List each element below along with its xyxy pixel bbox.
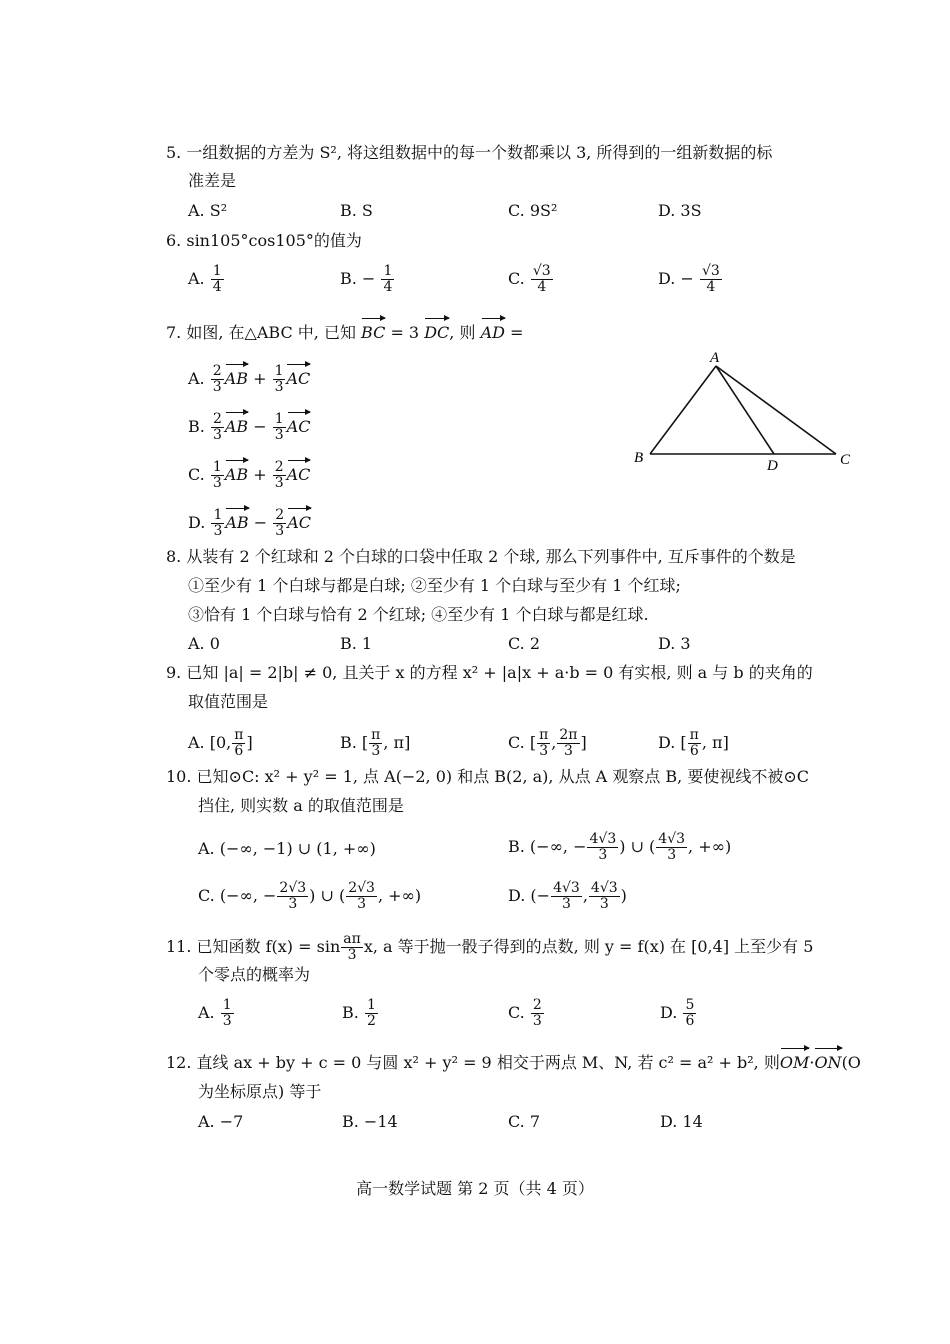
option-text: , π]	[383, 733, 411, 752]
option-text: D. (−	[508, 886, 551, 905]
vector-dc: DC	[424, 323, 450, 342]
q11-stem-part: 11. 已知函数 f(x) = sin	[166, 937, 341, 956]
q8-option-d: D. 3	[658, 634, 691, 653]
vector-ab: AB	[225, 513, 249, 532]
numerator: 2	[212, 411, 222, 427]
numerator: π	[689, 727, 699, 743]
q7-option-d	[188, 508, 311, 539]
q9-stem-line1: 9. 已知 |a| = 2|b| ≠ 0, 且关于 x 的方程 x² + |a|x + a·b = 0 有实根, 则 a 与 b 的夹角的	[166, 663, 813, 682]
denominator: 3	[274, 379, 284, 395]
side-ab	[650, 366, 716, 454]
q6-stem: 6. sin105°cos105°的值为	[166, 231, 362, 250]
option-text: B. (−∞, −	[508, 837, 587, 856]
denominator: 3	[212, 427, 222, 443]
denominator: 2	[366, 1013, 376, 1029]
denominator: 3	[213, 523, 223, 539]
option-label: B.	[188, 417, 205, 436]
denominator: 3	[288, 896, 298, 912]
denominator: 4	[706, 279, 716, 295]
side-ac	[716, 366, 836, 454]
denominator: 3	[563, 743, 573, 759]
q5-option-a: A. S²	[188, 201, 228, 220]
option-text: ]	[580, 733, 587, 752]
q8-option-b: B. 1	[340, 634, 373, 653]
denominator: 3	[222, 1013, 232, 1029]
denominator: 3	[371, 743, 381, 759]
vector-ad: AD	[480, 323, 505, 342]
option-label: B.	[342, 1003, 359, 1022]
q8-stem-line1: 8. 从装有 2 个红球和 2 个白球的口袋中任取 2 个球, 那么下列事件中, 互斥事件的个数是	[166, 547, 796, 566]
q6-option-d	[658, 264, 723, 295]
numerator: 1	[212, 263, 222, 279]
option-text: , π]	[701, 733, 729, 752]
option-text: ]	[246, 733, 253, 752]
q9-option-d	[658, 728, 729, 759]
numerator: 2	[532, 997, 542, 1013]
q5-option-b: B. S	[340, 201, 373, 220]
vertex-label-a: A	[710, 350, 720, 366]
segment-ad	[716, 366, 774, 454]
numerator: 1	[222, 997, 232, 1013]
q5-stem-line2: 准差是	[188, 171, 237, 190]
q6-a-label: A.	[188, 269, 205, 288]
vertex-label-b: B	[634, 450, 644, 466]
fraction	[211, 364, 224, 395]
page-footer: 高一数学试题 第 2 页（共 4 页）	[356, 1179, 594, 1198]
vector-om: OM	[779, 1053, 810, 1072]
numerator: aπ	[343, 931, 361, 947]
option-text: C. [	[508, 733, 537, 752]
vertex-label-c: C	[840, 452, 851, 468]
fraction	[551, 881, 582, 912]
numerator: 2	[212, 363, 222, 379]
vector-ab: AB	[224, 465, 249, 484]
operator: −	[253, 513, 268, 532]
fraction	[341, 932, 363, 963]
vector-ac: AC	[287, 513, 311, 532]
fraction	[365, 998, 378, 1029]
denominator: 3	[667, 847, 677, 863]
denominator: 6	[685, 1013, 695, 1029]
q9-option-b	[340, 728, 410, 759]
denominator: 3	[599, 896, 609, 912]
fraction	[537, 728, 550, 759]
q11-stem-line1	[166, 932, 813, 963]
denominator: 4	[537, 279, 547, 295]
numerator: 1	[366, 997, 376, 1013]
numerator: 4√3	[553, 880, 580, 896]
fraction	[531, 264, 553, 295]
q7-option-a	[188, 364, 310, 395]
denominator: 3	[274, 475, 284, 491]
vector-bc: BC	[361, 323, 386, 342]
q7-stem	[166, 322, 523, 344]
q12-stem-part: (O	[841, 1053, 861, 1072]
numerator: 2√3	[279, 880, 307, 896]
option-label: D.	[660, 1003, 678, 1022]
denominator: 6	[689, 743, 699, 759]
fraction	[369, 728, 382, 759]
q10-option-d	[508, 881, 627, 912]
operator: +	[253, 369, 267, 388]
denominator: 3	[539, 743, 549, 759]
operator: −	[253, 417, 267, 436]
fraction	[211, 412, 224, 443]
numerator: 1	[213, 507, 223, 523]
q6-b-label: B. −	[340, 269, 376, 288]
fraction	[346, 881, 377, 912]
denominator: 4	[212, 279, 222, 295]
option-text: B. [	[340, 733, 369, 752]
q5-option-c: C. 9S²	[508, 201, 558, 220]
numerator: 1	[274, 363, 284, 379]
fraction	[211, 508, 224, 539]
vector-ab: AB	[224, 417, 249, 436]
q8-stem-line3: ③恰有 1 个白球与恰有 2 个红球; ④至少有 1 个白球与都是红球.	[188, 605, 649, 624]
option-label: D.	[188, 513, 206, 532]
fraction	[700, 264, 722, 295]
q8-stem-line2: ①至少有 1 个白球与都是白球; ②至少有 1 个白球与至少有 1 个红球;	[188, 576, 681, 595]
option-text: D. [	[658, 733, 687, 752]
fraction	[557, 728, 579, 759]
q12-option-b: B. −14	[342, 1112, 398, 1131]
numerator: 2π	[559, 727, 578, 743]
q11-stem-line2: 个零点的概率为	[198, 965, 311, 984]
numerator: 1	[274, 411, 284, 427]
q6-option-c	[508, 264, 554, 295]
q10-option-b	[508, 832, 731, 863]
numerator: π	[539, 727, 549, 743]
option-text: )	[620, 886, 627, 905]
denominator: 3	[561, 896, 571, 912]
q10-option-c	[198, 881, 421, 912]
fraction	[683, 998, 696, 1029]
q7-stem-part: =	[510, 323, 524, 342]
fraction	[273, 508, 286, 539]
fraction	[277, 881, 308, 912]
q11-option-b	[342, 998, 379, 1029]
q7-option-c	[188, 460, 310, 491]
operator: +	[253, 465, 267, 484]
q8-option-c: C. 2	[508, 634, 541, 653]
vector-ab: AB	[224, 369, 248, 388]
q9-option-c	[508, 728, 587, 759]
denominator: 3	[532, 1013, 542, 1029]
dot-operator: ·	[809, 1053, 815, 1072]
fraction	[587, 832, 618, 863]
option-label: A.	[188, 369, 205, 388]
option-text: A. [0,	[188, 733, 232, 752]
option-label: A.	[198, 1003, 215, 1022]
q11-option-d	[660, 998, 697, 1029]
q12-stem-part: 12. 直线 ax + by + c = 0 与圆 x² + y² = 9 相交于两点 M、N, 若 c² = a² + b², 则	[166, 1053, 780, 1072]
q12-stem-line1	[166, 1052, 861, 1074]
vector-on: ON	[814, 1053, 842, 1072]
q5-option-d: D. 3S	[658, 201, 702, 220]
option-label: C.	[188, 465, 205, 484]
q6-c-label: C.	[508, 269, 525, 288]
fraction	[273, 364, 286, 395]
fraction	[211, 460, 224, 491]
fraction	[688, 728, 701, 759]
numerator: √3	[532, 263, 551, 279]
fraction	[589, 881, 620, 912]
q10-option-a: A. (−∞, −1) ∪ (1, +∞)	[198, 839, 376, 858]
numerator: 5	[685, 997, 695, 1013]
fraction	[381, 264, 394, 295]
numerator: 2√3	[348, 880, 375, 896]
option-text: ) ∪ (	[309, 886, 346, 905]
q7-stem-part: 7. 如图, 在△ABC 中, 已知	[166, 323, 356, 342]
point-label-d: D	[767, 458, 778, 474]
q6-d-label: D. −	[658, 269, 694, 288]
option-label: C.	[508, 1003, 525, 1022]
numerator: 1	[383, 263, 393, 279]
q9-option-a	[188, 728, 253, 759]
denominator: 3	[598, 847, 608, 863]
q10-stem-line2: 挡住, 则实数 a 的取值范围是	[198, 796, 404, 815]
fraction	[273, 412, 286, 443]
fraction	[656, 832, 687, 863]
q12-option-d: D. 14	[660, 1112, 703, 1131]
vector-ac: AC	[286, 417, 311, 436]
option-text: C. (−∞, −	[198, 886, 277, 905]
q10-stem-line1: 10. 已知⊙C: x² + y² = 1, 点 A(−2, 0) 和点 B(2, a), 从点 A 观察点 B, 要使视线不被⊙C	[166, 767, 809, 786]
denominator: 3	[212, 475, 222, 491]
q11-option-c	[508, 998, 545, 1029]
denominator: 4	[383, 279, 393, 295]
fraction	[273, 460, 286, 491]
fraction	[221, 998, 234, 1029]
numerator: √3	[701, 263, 720, 279]
numerator: 2	[275, 507, 285, 523]
q5-stem-line1: 5. 一组数据的方差为 S², 将这组数据中的每一个数都乘以 3, 所得到的一组新数据的标	[166, 143, 773, 162]
denominator: 6	[234, 743, 244, 759]
fraction	[211, 264, 224, 295]
q7-stem-part: , 则	[449, 323, 476, 342]
denominator: 3	[274, 427, 284, 443]
denominator: 3	[212, 379, 222, 395]
numerator: π	[234, 727, 244, 743]
fraction	[531, 998, 544, 1029]
q8-option-a: A. 0	[188, 634, 220, 653]
numerator: 2	[274, 459, 284, 475]
q6-option-a	[188, 264, 225, 295]
numerator: 4√3	[658, 831, 686, 847]
q12-stem-line2: 为坐标原点) 等于	[198, 1082, 322, 1101]
vector-ac: AC	[286, 369, 311, 388]
option-text: , +∞)	[688, 837, 732, 856]
option-text: ) ∪ (	[619, 837, 656, 856]
option-text: ,	[551, 733, 557, 752]
q7-stem-part: = 3	[390, 323, 420, 342]
q9-stem-line2: 取值范围是	[188, 692, 269, 711]
option-text: , +∞)	[377, 886, 422, 905]
numerator: π	[371, 727, 381, 743]
numerator: 4√3	[590, 880, 618, 896]
vector-ac: AC	[286, 465, 311, 484]
triangle-figure	[620, 350, 860, 480]
option-text: ,	[582, 886, 588, 905]
denominator: 3	[347, 947, 357, 963]
q6-option-b	[340, 264, 395, 295]
numerator: 4√3	[589, 831, 617, 847]
numerator: 1	[212, 459, 222, 475]
denominator: 3	[357, 896, 367, 912]
q11-option-a	[198, 998, 235, 1029]
denominator: 3	[275, 523, 285, 539]
q7-option-b	[188, 412, 310, 443]
q12-option-c: C. 7	[508, 1112, 541, 1131]
q12-option-a: A. −7	[198, 1112, 244, 1131]
q11-stem-part: x, a 等于抛一骰子得到的点数, 则 y = f(x) 在 [0,4] 上至少有 5	[363, 937, 814, 956]
fraction	[232, 728, 245, 759]
